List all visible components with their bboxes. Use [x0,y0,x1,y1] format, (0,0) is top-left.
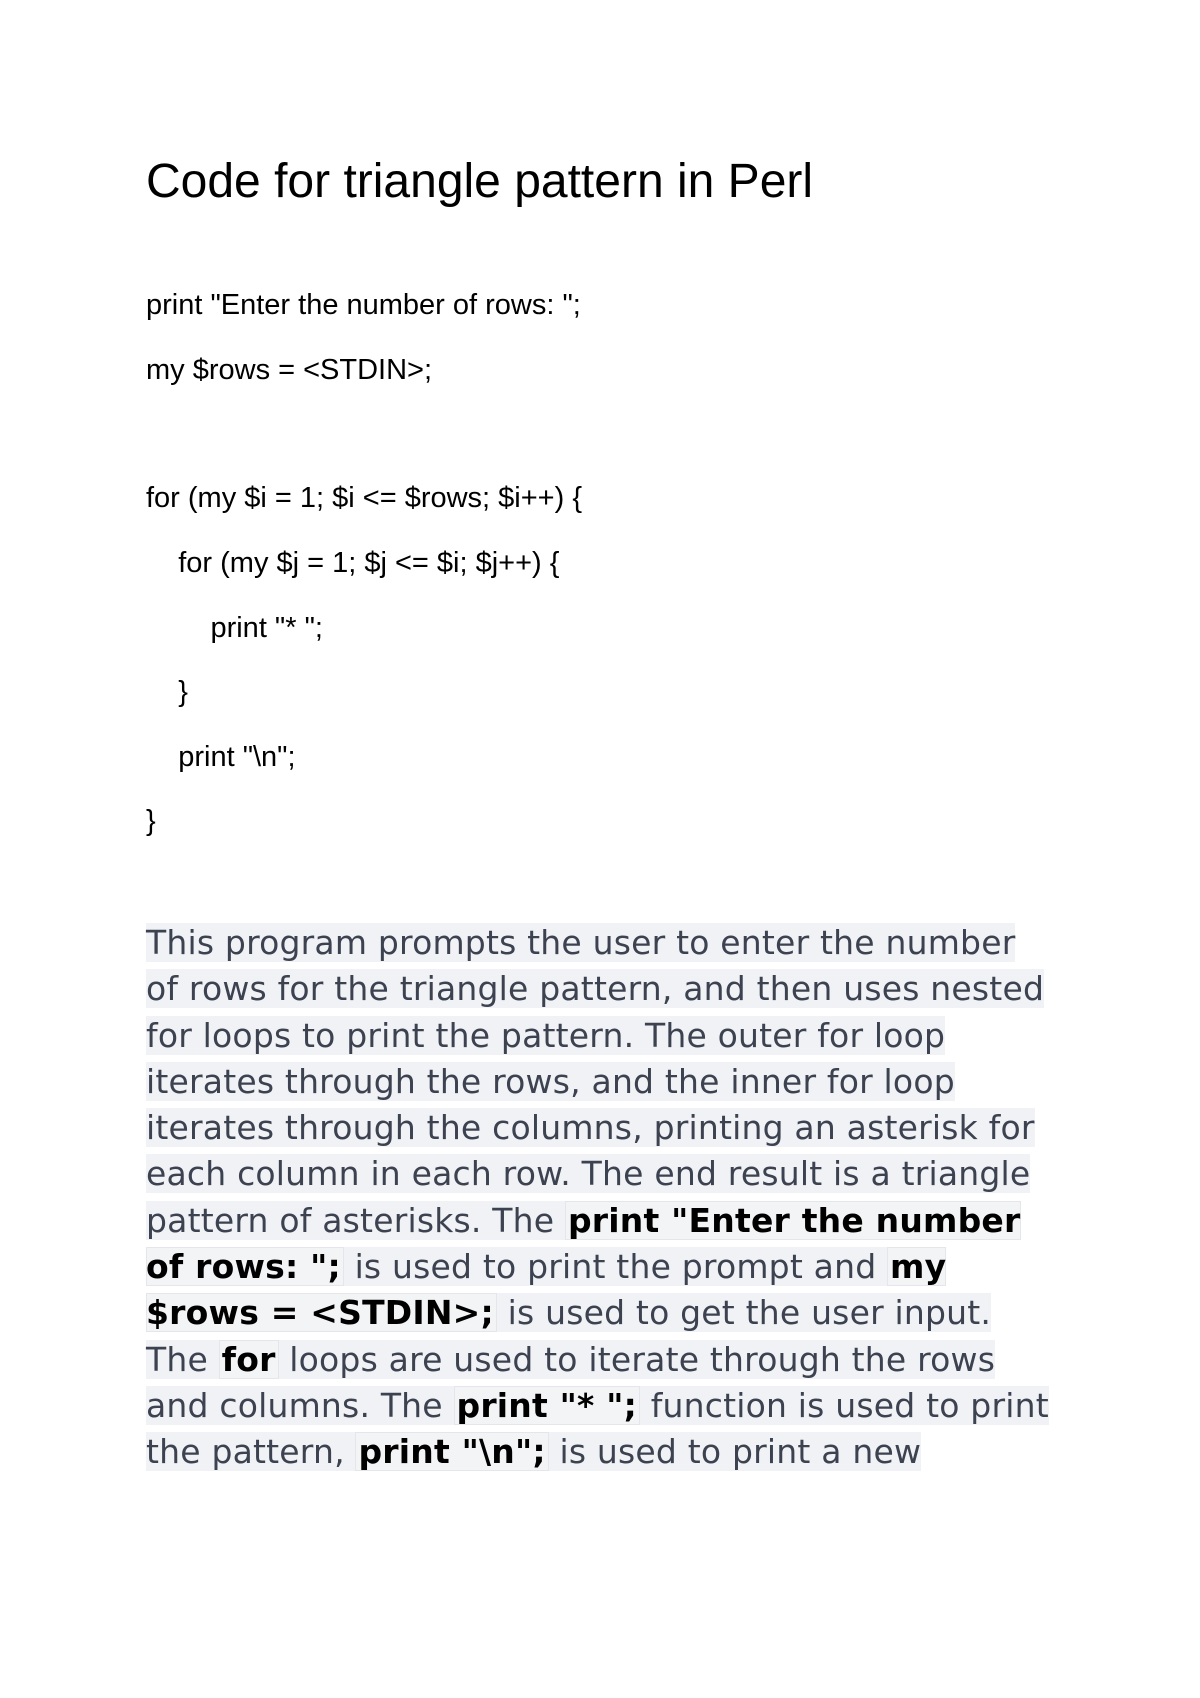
code-line: for (my $i = 1; $i <= $rows; $i++) { [146,482,583,514]
code-line: print "Enter the number of rows: "; [146,289,581,321]
explanation-text: is used to print the prompt and [343,1247,888,1287]
inline-code: for [219,1340,279,1379]
code-line: print "* "; [146,612,323,644]
explanation-text: This program prompts the user to enter the number of rows for the triangle pattern, and then uses nested for loops to print the pattern. The outer for loop iterates through the rows, and the inner for loop iterates through the columns, printing an asterisk for each column in each row. The end result is a triangle pattern of asterisks. The [146,923,1045,1240]
code-line: } [146,676,188,708]
explanation-paragraph [146,920,1056,1476]
explanation-text: is used to get the user input. The [146,1293,992,1379]
code-line: print "\n"; [146,741,296,773]
explanation-text: loops are used to iterate through the rows and columns. The [146,1339,996,1425]
page-title: Code for triangle pattern in Perl [146,155,814,208]
explanation-text: is used to print a new [548,1432,922,1472]
code-line: my $rows = <STDIN>; [146,354,433,386]
explanation-text: function is used to print the pattern, [146,1385,1049,1472]
code-line: for (my $j = 1; $j <= $i; $j++) { [146,547,560,579]
inline-code: print "\n"; [355,1432,548,1471]
inline-code: print "Enter the number of rows: "; [146,1200,1021,1287]
code-line: } [146,805,156,837]
inline-code: print "* "; [454,1386,641,1425]
inline-code: my $rows = <STDIN>; [146,1247,947,1333]
